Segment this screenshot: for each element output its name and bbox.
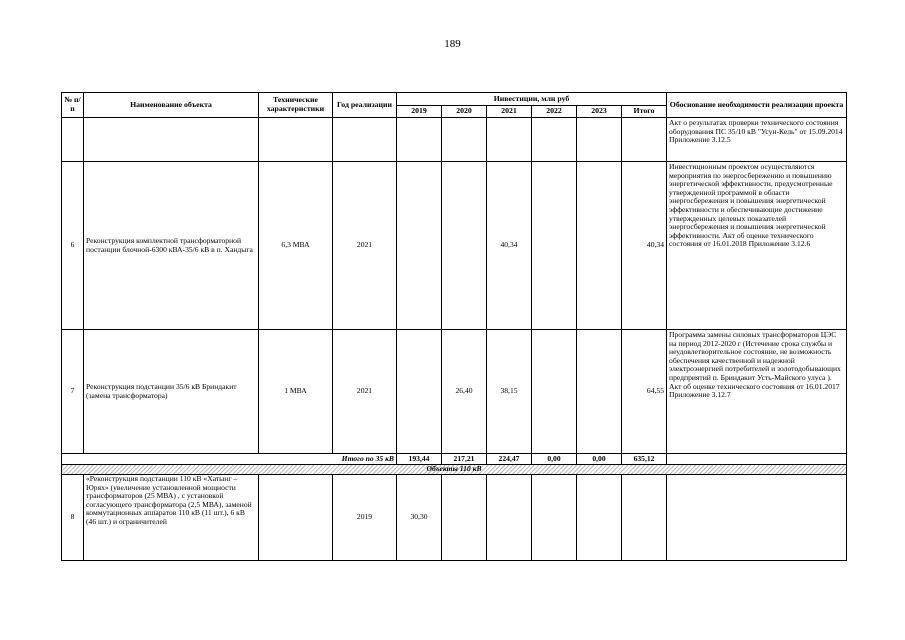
impl-year: 2019 [333, 475, 397, 561]
invest-total [622, 475, 667, 561]
cell [667, 454, 847, 465]
invest-2020 [442, 162, 487, 330]
impl-year: 2021 [333, 162, 397, 330]
cell [622, 118, 667, 162]
impl-year: 2021 [333, 330, 397, 454]
row-num: 8 [62, 475, 84, 561]
cell [532, 118, 577, 162]
invest-2021: 38,15 [487, 330, 532, 454]
header-num: № п/п [62, 93, 84, 118]
invest-total: 40,34 [622, 162, 667, 330]
invest-2020: 26,40 [442, 330, 487, 454]
cell [333, 118, 397, 162]
invest-2019: 30,30 [397, 475, 442, 561]
table-row [62, 330, 847, 454]
invest-2019 [397, 162, 442, 330]
object-name: Реконструкция комплектной трансформаторной постанции блочной-6300 кВА-35/6 кВ в п. Хандыга [84, 162, 259, 330]
total-row-35kv [62, 454, 847, 465]
cell [442, 118, 487, 162]
justification-cell: Акт о результатах проверки технического состояния оборудования ПС 35/10 кВ "Усун-Кель" от 15.09.2014 Приложение 3.12.5 [667, 118, 847, 162]
section-label: Объекты 110 кВ [426, 464, 482, 474]
header-row-1 [62, 93, 847, 106]
invest-2022 [532, 330, 577, 454]
header-year-2020: 2020 [442, 106, 487, 118]
invest-2022 [532, 475, 577, 561]
cell [84, 118, 259, 162]
total-2022: 0,00 [532, 454, 577, 465]
cell [397, 118, 442, 162]
tech-spec: 1 МВА [259, 330, 333, 454]
object-name: Реконструкция подстанции 35/6 кВ Бриндакит (замена трансформатора) [84, 330, 259, 454]
header-year-2019: 2019 [397, 106, 442, 118]
header-tech: Технические характеристики [259, 93, 333, 118]
row-num: 7 [62, 330, 84, 454]
section-title [62, 465, 847, 475]
header-year: Год реализации [333, 93, 397, 118]
tech-spec [259, 475, 333, 561]
invest-total: 64,55 [622, 330, 667, 454]
object-name: «Реконструкция подстанции 110 кВ «Хатынг – Юрях» (увеличение установленной мощности трансформаторов (25 МВА) , с установкой согласующего трансформатора (2,5 МВА), заменой коммутационных аппаратов 110 кВ (11 шт.), 6 кВ (46 шт.) и ограничителей [84, 475, 259, 561]
invest-2021: 40,34 [487, 162, 532, 330]
invest-2023 [577, 162, 622, 330]
invest-2021 [487, 475, 532, 561]
total-label: Итого по 35 кВ [62, 454, 397, 465]
page-number: 189 [444, 38, 461, 50]
justification-cell: Программа замены силовых трансформаторов ЦЭС на период 2012-2020 г (Истечение срока службы и неудовлетворительное состояние, не возможность обеспечения качественной и надежной электроэнергией потребителей и золотодобывающих предприятий п. Бриндакит Усть-Майского улуса ). Акт об оценке технического состояния от 16.01.2017 Приложение 3.12.7 [667, 330, 847, 454]
cell [487, 118, 532, 162]
invest-2023 [577, 330, 622, 454]
header-year-2021: 2021 [487, 106, 532, 118]
justification-cell: Инвестиционным проектом осуществляются мероприятия по энергосбережению и повышению энергетической эффективности, предусмотренные утвержденной программой в области энергосбережения и повышения энергетической эффективности и обеспечивающие достижение утвержденных целевых показателей энергосбережения и повышения энергетической эффективности. Акт об оценке технического состояния от 16.01.2018 Приложение 3.12.6 [667, 162, 847, 330]
total-2020: 217,21 [442, 454, 487, 465]
header-total: Итого [622, 106, 667, 118]
cell [577, 118, 622, 162]
cell [259, 118, 333, 162]
row-num: 6 [62, 162, 84, 330]
investment-table [61, 92, 847, 561]
invest-2023 [577, 475, 622, 561]
justification-cell [667, 475, 847, 561]
total-sum: 635,12 [622, 454, 667, 465]
cell [62, 118, 84, 162]
invest-2020 [442, 475, 487, 561]
header-year-2023: 2023 [577, 106, 622, 118]
invest-2019 [397, 330, 442, 454]
total-2019: 193,44 [397, 454, 442, 465]
section-row-110kv [62, 465, 847, 475]
tech-spec: 6,3 МВА [259, 162, 333, 330]
total-2023: 0,00 [577, 454, 622, 465]
table-row [62, 475, 847, 561]
table-row [62, 162, 847, 330]
header-investments: Инвестиции, млн руб [397, 93, 667, 106]
header-justification: Обоснование необходимости реализации проекта [667, 93, 847, 118]
table-row-continuation [62, 118, 847, 162]
total-2021: 224,47 [487, 454, 532, 465]
invest-2022 [532, 162, 577, 330]
header-name: Наименование объекта [84, 93, 259, 118]
header-year-2022: 2022 [532, 106, 577, 118]
